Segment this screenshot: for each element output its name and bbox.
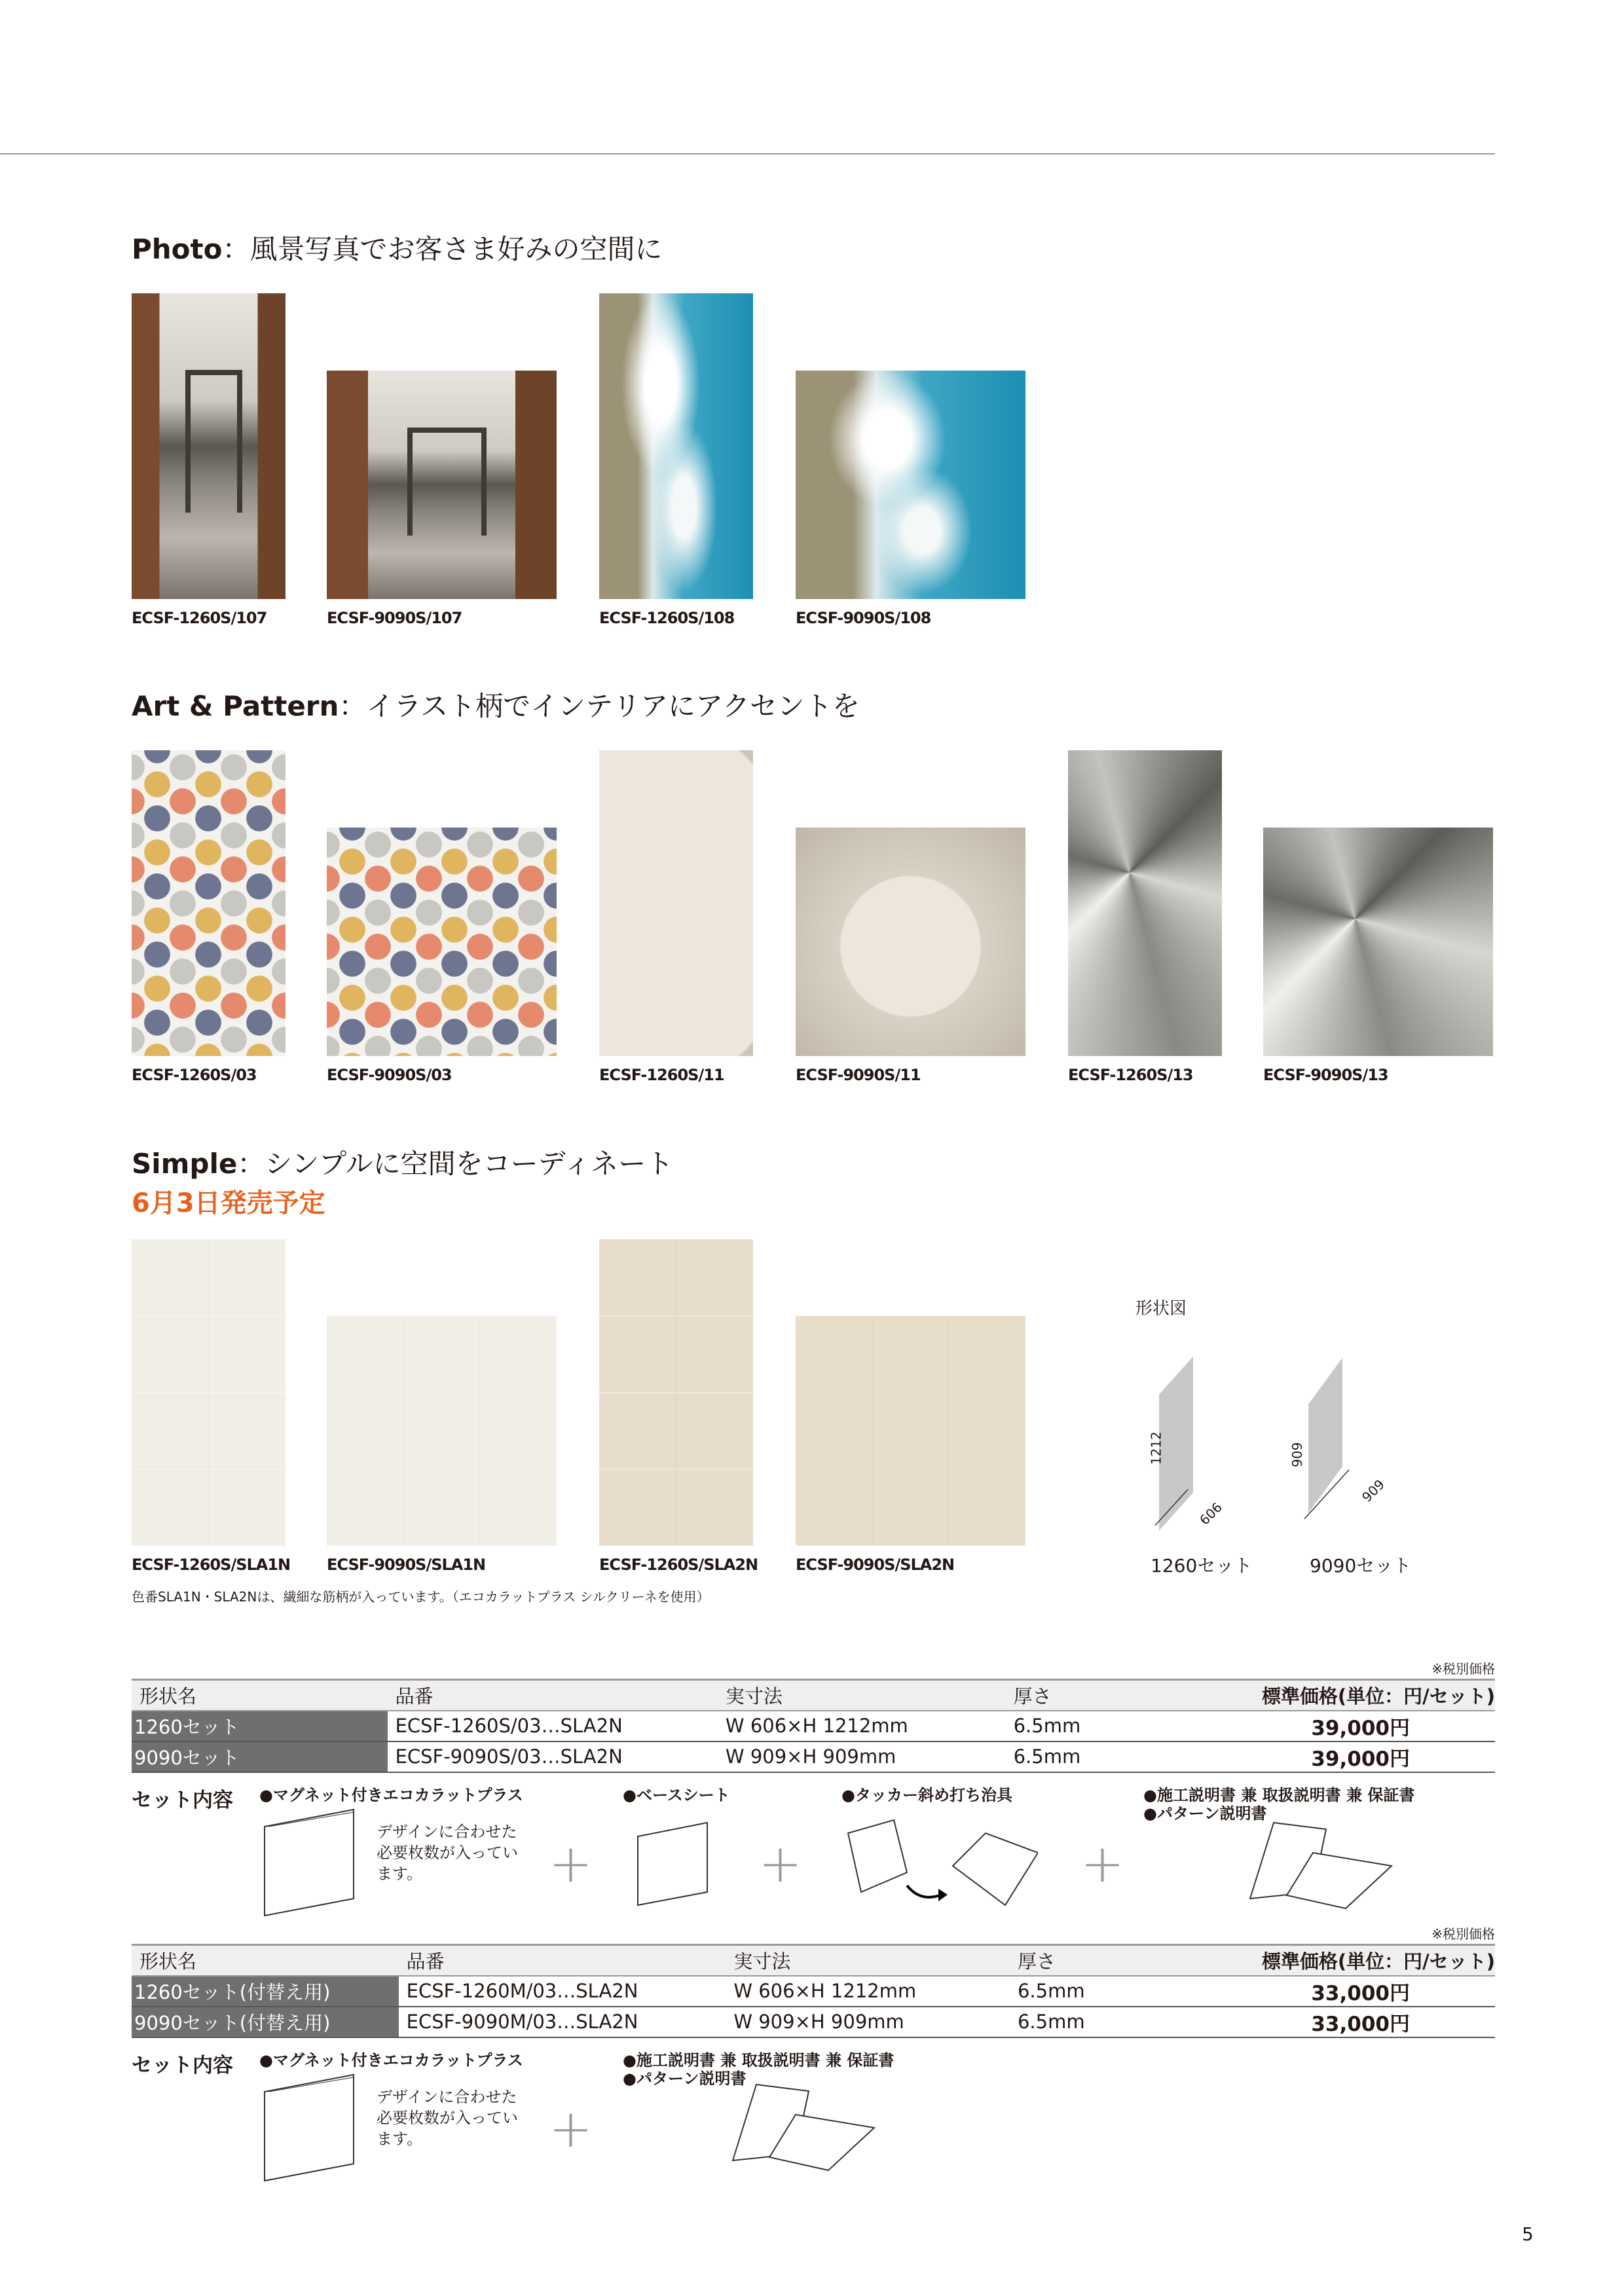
product-image-bridge-1260 [132,293,286,599]
product-image-dots-9090 [327,828,557,1056]
col-header: 実寸法 [726,1945,1010,1976]
dim-width-1260: 606 [1196,1499,1226,1528]
cell-thickness: 6.5mm [1010,1976,1183,2007]
table-row [132,1741,1495,1772]
cell-thickness: 6.5mm [1006,1741,1183,1772]
heading-title: Photo [132,233,223,265]
cell-code: ECSF-1260S/03…SLA2N [388,1711,718,1741]
product-image-moon-9090 [796,828,1025,1056]
item-magnet-panel: ●マグネット付きエコカラットプラス [259,2051,523,2069]
manual-illustration [730,2082,881,2174]
cell-shape: 9090セット(付替え用) [132,2007,399,2037]
cell-price: 33,000円 [1183,2007,1495,2037]
set-label-9090: 9090セット [1310,1555,1412,1576]
magnet-description: デザインに合わせた必要枚数が入っています。 [377,1823,518,1883]
product-image-sla2n-9090 [796,1316,1025,1546]
product-image-sla1n-1260 [132,1239,286,1546]
shape-diagram [1133,1329,1447,1539]
table-row [132,2007,1495,2037]
cell-code: ECSF-1260M/03…SLA2N [399,1976,726,2007]
product-code: ECSF-1260S/03 [132,1066,257,1084]
magnet-panel-illustration [262,2072,360,2183]
col-header: 形状名 [132,1680,388,1711]
set-label-1260: 1260セット [1151,1555,1253,1576]
top-rule [0,153,1495,155]
table-row [132,1976,1495,2007]
section-heading-photo [132,228,662,267]
product-image-dots-1260 [132,750,286,1056]
item-manual: ●施工説明書 兼 取扱説明書 兼 保証書 [623,2051,895,2069]
product-code: ECSF-1260S/SLA1N [132,1556,291,1574]
magnet-description: デザインに合わせた必要枚数が入っています。 [377,2088,518,2148]
item-magnet-panel: ●マグネット付きエコカラットプラス [259,1786,523,1804]
product-image-ocean-9090 [796,371,1025,599]
set-contents-title: セット内容 [132,2054,233,2077]
shape-diagram-title: 形状図 [1135,1299,1187,1319]
col-header: 品番 [388,1680,718,1711]
item-manual: ●施工説明書 兼 取扱説明書 兼 保証書 [1143,1786,1415,1804]
release-date: 6月3日発売予定 [132,1188,325,1218]
heading-subtitle: ：イラスト柄でインテリアにアクセントを [339,690,860,722]
set-contents-title: セット内容 [132,1789,233,1812]
product-code: ECSF-1260S/13 [1068,1066,1193,1084]
plus-icon: + [549,2098,593,2159]
tacker-jig-illustration [841,1813,1038,1912]
product-image-moon-1260 [599,750,753,1056]
simple-note: 色番SLA1N・SLA2Nは、繊細な筋柄が入っています。（エコカラットプラス シルクリーネを使用） [132,1589,710,1605]
product-code: ECSF-1260S/11 [599,1066,724,1084]
cell-code: ECSF-9090M/03…SLA2N [399,2007,726,2037]
product-code: ECSF-9090S/108 [796,609,931,627]
cell-price: 33,000円 [1183,1976,1495,2007]
dim-height-1260: 1212 [1148,1431,1164,1465]
cell-price: 39,000円 [1183,1711,1495,1741]
page-number: 5 [1522,2223,1534,2245]
heading-title: Art & Pattern [132,690,339,722]
cell-price: 39,000円 [1183,1741,1495,1772]
product-image-sla2n-1260 [599,1239,753,1546]
heading-subtitle: ：シンプルに空間をコーディネート [237,1148,674,1180]
product-image-geometric-1260 [1068,750,1222,1056]
item-pattern-manual: ●パターン説明書 [623,2069,747,2088]
cell-thickness: 6.5mm [1006,1711,1183,1741]
table-row [132,1711,1495,1741]
col-header: 厚さ [1006,1680,1183,1711]
cell-size: W 909×H 909mm [718,1741,1006,1772]
heading-title: Simple [132,1148,238,1180]
col-header: 標準価格(単位：円/セット) [1183,1680,1495,1711]
product-image-bridge-9090 [327,371,557,599]
plus-icon: + [549,1833,593,1894]
item-pattern-manual: ●パターン説明書 [1143,1804,1267,1823]
item-tacker-jig: ●タッカー斜め打ち治具 [841,1786,1012,1804]
product-image-geometric-9090 [1263,828,1493,1056]
base-sheet-illustration [635,1820,714,1908]
col-header: 厚さ [1010,1945,1183,1976]
product-code: ECSF-9090S/SLA2N [796,1556,955,1574]
cell-shape: 1260セット(付替え用) [132,1976,399,2007]
tax-note: ※税別価格 [1431,1661,1495,1677]
panel-9090-shape [1308,1358,1342,1513]
item-base-sheet: ●ベースシート [623,1786,730,1804]
product-code: ECSF-1260S/108 [599,609,735,627]
product-image-ocean-1260 [599,293,753,599]
cell-shape: 9090セット [132,1741,388,1772]
dim-width-9090: 909 [1359,1476,1388,1505]
section-heading-simple [132,1142,673,1182]
manual-illustration [1247,1820,1398,1912]
product-image-sla1n-9090 [327,1316,557,1546]
cell-shape: 1260セット [132,1711,388,1741]
product-code: ECSF-9090S/11 [796,1066,921,1084]
tax-note: ※税別価格 [1431,1926,1495,1942]
product-code: ECSF-1260S/107 [132,609,267,627]
heading-subtitle: ：風景写真でお客さま好みの空間に [222,233,663,265]
plus-icon: + [1080,1833,1125,1894]
price-table-standard [132,1679,1495,1773]
cell-size: W 606×H 1212mm [726,1976,1010,2007]
price-table-replacement [132,1944,1495,2038]
cell-size: W 606×H 1212mm [718,1711,1006,1741]
product-code: ECSF-9090S/03 [327,1066,452,1084]
cell-code: ECSF-9090S/03…SLA2N [388,1741,718,1772]
product-code: ECSF-1260S/SLA2N [599,1556,758,1574]
product-code: ECSF-9090S/107 [327,609,462,627]
magnet-panel-illustration [262,1807,360,1918]
dim-height-9090: 909 [1289,1442,1306,1468]
section-heading-art [132,685,860,724]
product-code: ECSF-9090S/SLA1N [327,1556,486,1574]
col-header: 実寸法 [718,1680,1006,1711]
col-header: 形状名 [132,1945,399,1976]
cell-thickness: 6.5mm [1010,2007,1183,2037]
product-code: ECSF-9090S/13 [1263,1066,1388,1084]
col-header: 品番 [399,1945,726,1976]
panel-1260-shape [1159,1357,1193,1531]
plus-icon: + [758,1833,803,1894]
col-header: 標準価格(単位：円/セット) [1183,1945,1495,1976]
cell-size: W 909×H 909mm [726,2007,1010,2037]
